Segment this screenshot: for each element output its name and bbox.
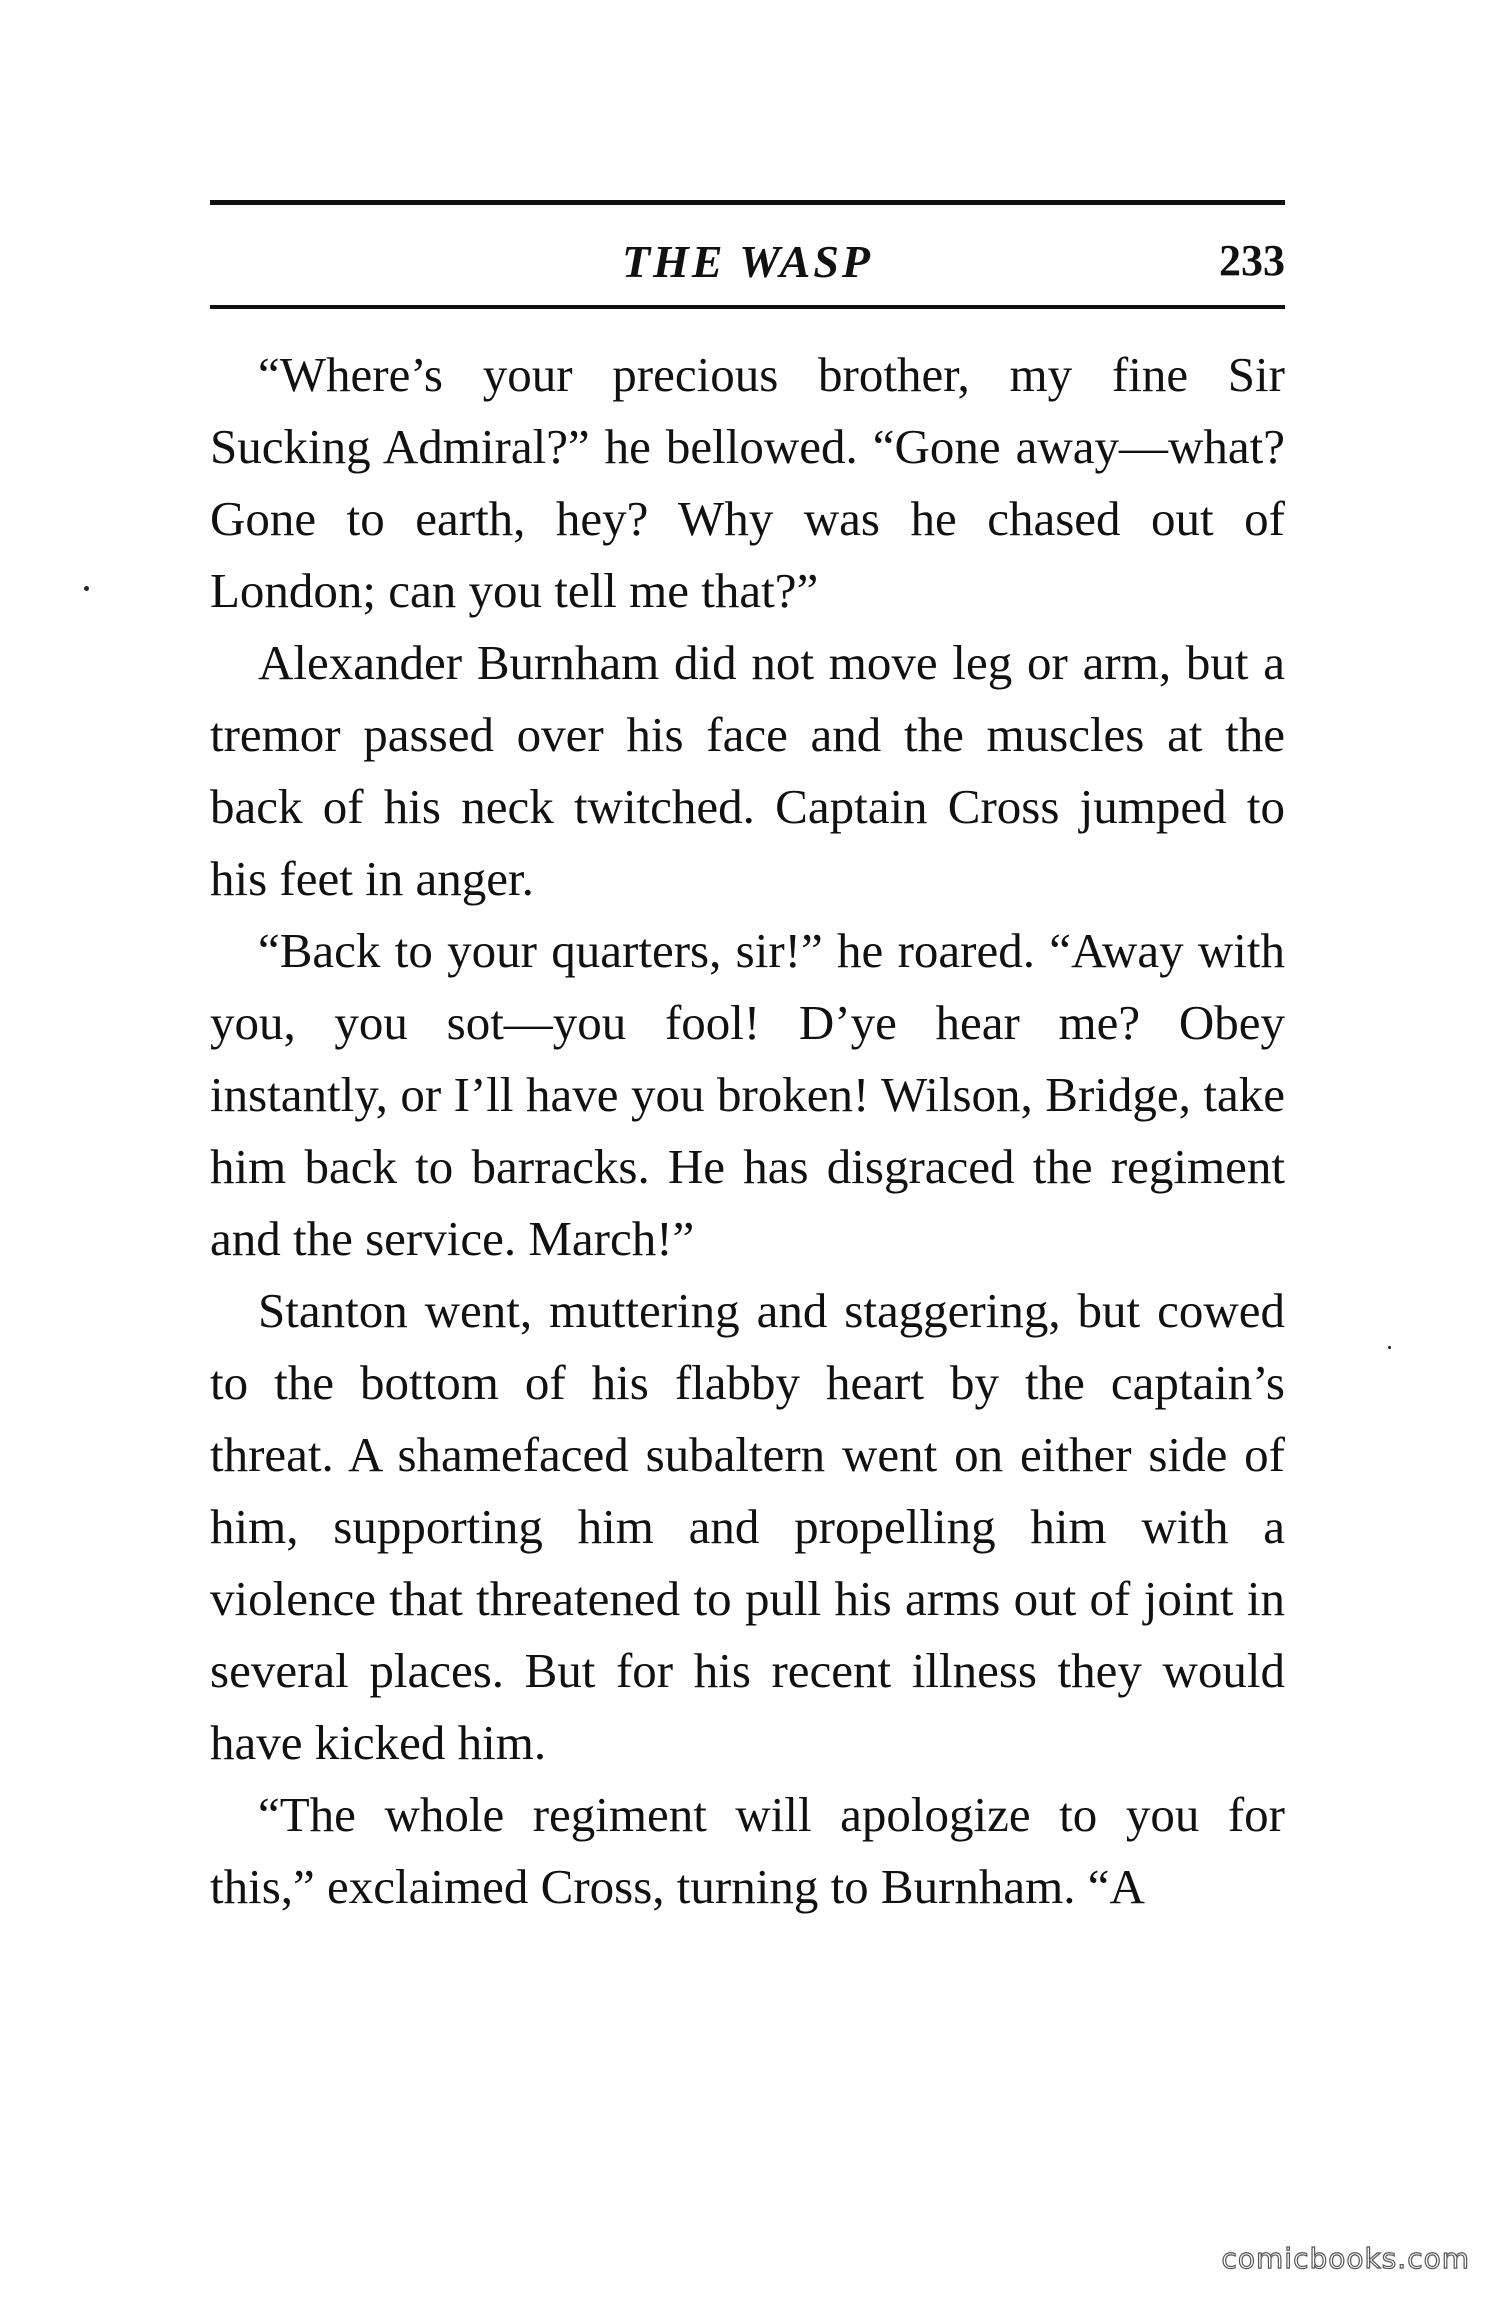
paragraph: Stanton went, muttering and staggering, but cowed to the bottom of his flabby heart by the captain’s threat. A shamefaced subaltern went on either side of him, supporting him and propelling him with a violence that threatened to pull his arms out of joint in several places. But for his recent illness they would have kicked him. <box>210 1283 1285 1770</box>
body-text <box>210 339 1285 1923</box>
scan-speck <box>84 586 89 591</box>
running-title: THE WASP <box>621 236 874 287</box>
watermark: comicbooks.com <box>1221 2242 1470 2275</box>
page-number: 233 <box>1219 236 1285 285</box>
paragraph: Alexander Burnham did not move leg or arm, but a tremor passed over his face and the muscles at the back of his neck twitched. Captain Cross jumped to his feet in anger. <box>210 635 1285 906</box>
paragraph: “Where’s your precious brother, my fine Sir Sucking Admiral?” he bellowed. “Gone away—what? Gone to earth, hey? Why was he chased out of London; can you tell me that?” <box>210 347 1285 618</box>
paragraph: “Back to your quarters, sir!” he roared. “Away with you, you sot—you fool! D’ye hear me? Obey instantly, or I’ll have you broken! Wilson, Bridge, take him back to barracks. He has disgraced the regiment and the service. March!” <box>210 923 1285 1266</box>
book-page <box>210 200 1285 1923</box>
running-header <box>210 205 1285 305</box>
paragraph: “The whole regiment will apologize to you for this,” exclaimed Cross, turning to Burnham. “A <box>210 1787 1285 1914</box>
scan-speck <box>1388 1346 1391 1349</box>
header-bottom-rule <box>210 305 1285 309</box>
